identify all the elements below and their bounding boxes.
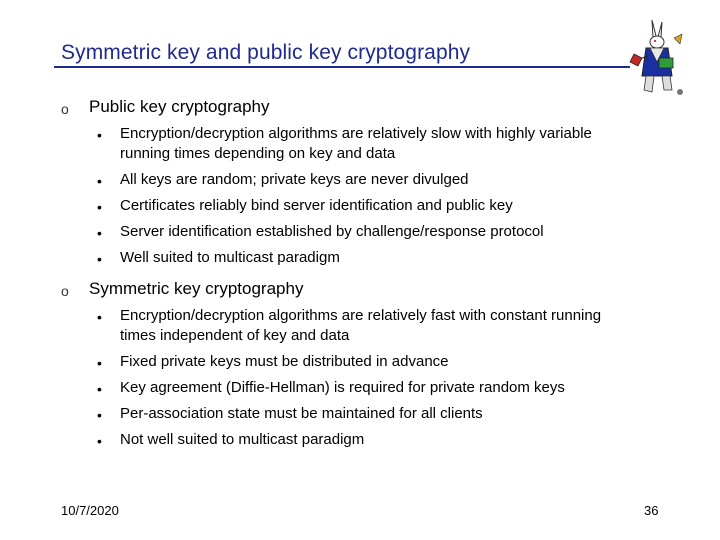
section-heading-symmetric-key: Symmetric key cryptography [89, 279, 304, 298]
bullet-icon: • [97, 127, 102, 143]
bullet-icon: • [97, 433, 102, 449]
list-item: Fixed private keys must be distributed in advance [120, 353, 449, 370]
list-item: Well suited to multicast paradigm [120, 249, 340, 266]
bullet-icon: • [97, 251, 102, 267]
section-marker: o [61, 283, 69, 299]
list-item: All keys are random; private keys are never divulged [120, 171, 469, 188]
list-item: Not well suited to multicast paradigm [120, 431, 365, 448]
list-item: Server identification established by challenge/response protocol [120, 223, 544, 240]
bullet-icon: • [97, 407, 102, 423]
list-item: Certificates reliably bind server identification and public key [120, 197, 513, 214]
title-underline [54, 66, 630, 68]
section-marker: o [61, 101, 69, 117]
page-number: 36 [644, 503, 659, 518]
list-item: Key agreement (Diffie-Hellman) is required for private random keys [120, 379, 565, 396]
white-rabbit-clipart-icon [628, 18, 688, 98]
bullet-icon: • [97, 173, 102, 189]
list-item: Per-association state must be maintained for all clients [120, 405, 483, 422]
list-item: Encryption/decryption algorithms are relatively slow with highly variable running times depending on key and data [120, 125, 592, 162]
section-heading-public-key: Public key cryptography [89, 97, 270, 116]
bullet-icon: • [97, 381, 102, 397]
bullet-icon: • [97, 309, 102, 325]
bullet-icon: • [97, 355, 102, 371]
slide-title: Symmetric key and public key cryptography [61, 41, 471, 64]
bullet-icon: • [97, 199, 102, 215]
list-item: Encryption/decryption algorithms are relatively fast with constant running times independent of key and data [120, 307, 602, 344]
footer-date: 10/7/2020 [61, 503, 119, 518]
bullet-icon: • [97, 225, 102, 241]
